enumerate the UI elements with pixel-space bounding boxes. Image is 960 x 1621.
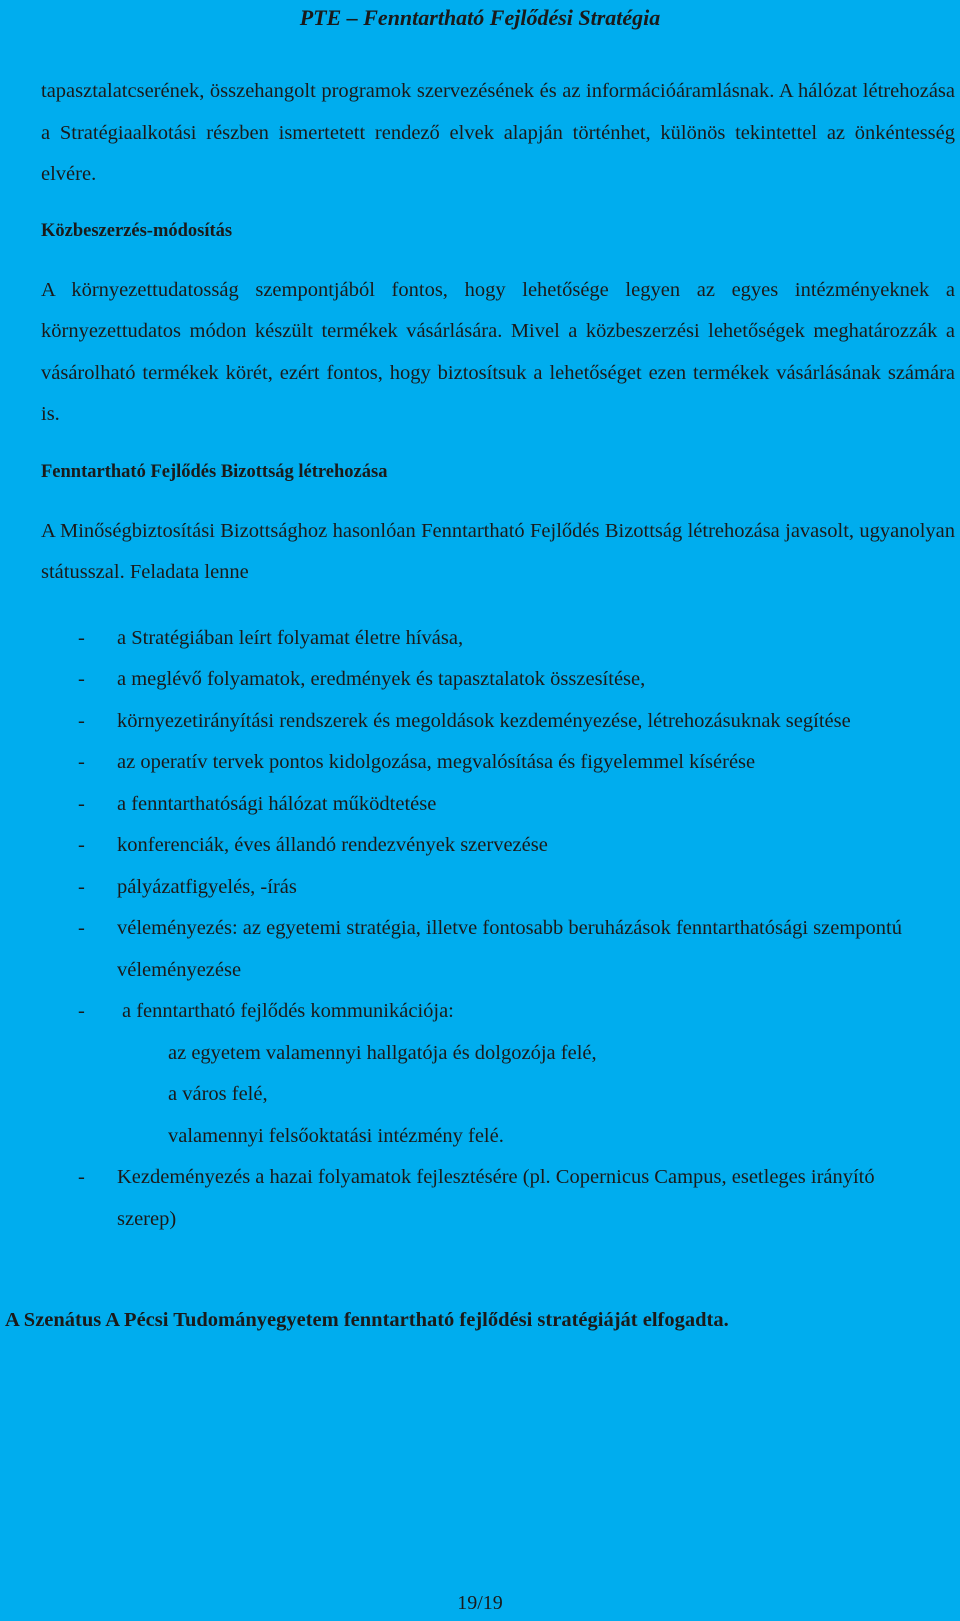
list-item-text: véleményezés: az egyetemi stratégia, illetve fontosabb beruházások fenntarthatósági szempontú véleményezése (117, 917, 902, 981)
list-dash: - (78, 1000, 85, 1022)
senate-approval-statement: A Szenátus A Pécsi Tudományegyetem fenntartható fejlődési stratégiáját elfogadta. (5, 1309, 729, 1331)
communication-sublist (41, 1033, 955, 1158)
list-item (41, 742, 935, 784)
section-heading-committee: Fenntartható Fejlődés Bizottság létrehozása (41, 461, 388, 482)
sublist-item: az egyetem valamennyi hallgatója és dolgozója felé, (168, 1041, 597, 1064)
list-dash: - (78, 668, 85, 690)
sublist-item: valamennyi felsőoktatási intézmény felé. (168, 1124, 504, 1147)
list-item (41, 701, 935, 743)
list-dash: - (78, 834, 85, 856)
list-item-text: a fenntarthatósági hálózat működtetése (117, 792, 437, 815)
committee-task-list-continued (41, 1157, 955, 1240)
list-item-text: pályázatfigyelés, -írás (117, 875, 297, 898)
list-item-text: a meglévő folyamatok, eredmények és tapasztalatok összesítése, (117, 668, 646, 690)
list-item-text: környezetirányítási rendszerek és megoldások kezdeményezése, létrehozásuknak segítése (117, 709, 851, 732)
procurement-paragraph: A környezettudatosság szempontjából fontos, hogy lehetősége legyen az egyes intézményeknek a környezettudatos módon készült termékek vásárlására. Mivel a közbeszerzési lehetőségek meghatározzák a vásárolható termékek körét, ezért fontos, hogy biztosítsuk a lehetőséget ezen termékek vásárlásának számára is. (41, 278, 955, 425)
list-item-text: az operatív tervek pontos kidolgozása, megvalósítása és figyelemmel kísérése (117, 751, 756, 773)
list-dash: - (78, 792, 85, 815)
intro-paragraph: tapasztalatcserének, összehangolt programok szervezésének és az információáramlásnak. A hálózat létrehozása a Stratégiaalkotási részben ismertetett rendező elvek alapján történhet, különös tekintettel az önkéntesség elvére. (41, 80, 955, 185)
list-item (41, 659, 935, 701)
list-dash: - (78, 751, 85, 773)
list-item (41, 867, 935, 909)
list-dash: - (78, 875, 85, 898)
list-item-text: konferenciák, éves állandó rendezvények szervezése (117, 834, 548, 856)
list-item (41, 1157, 935, 1240)
list-item (41, 991, 935, 1033)
list-item-text: a fenntartható fejlődés kommunikációja: (122, 1000, 454, 1022)
list-item (41, 908, 935, 991)
list-dash: - (78, 917, 85, 939)
list-item (41, 618, 935, 660)
list-item-text: a Stratégiában leírt folyamat életre hívása, (117, 626, 464, 649)
list-item-text: Kezdeményezés a hazai folyamatok fejlesztésére (pl. Copernicus Campus, esetleges irányító szerep) (117, 1166, 875, 1230)
document-body (41, 71, 955, 1240)
committee-paragraph: A Minőségbiztosítási Bizottsághoz hasonlóan Fenntartható Fejlődés Bizottság létrehozása javasolt, ugyanolyan státusszal. Feladata lenne (41, 519, 955, 583)
sublist-item: a város felé, (168, 1083, 268, 1105)
section-heading-procurement: Közbeszerzés-módosítás (41, 220, 233, 241)
list-item (41, 825, 935, 867)
list-dash: - (78, 1166, 85, 1188)
committee-task-list (41, 618, 955, 1033)
page-header-title: PTE – Fenntartható Fejlődési Stratégia (299, 5, 661, 30)
list-dash: - (78, 709, 85, 732)
page-number: 19/19 (457, 1592, 503, 1614)
list-dash: - (78, 626, 85, 649)
list-item (41, 784, 935, 826)
